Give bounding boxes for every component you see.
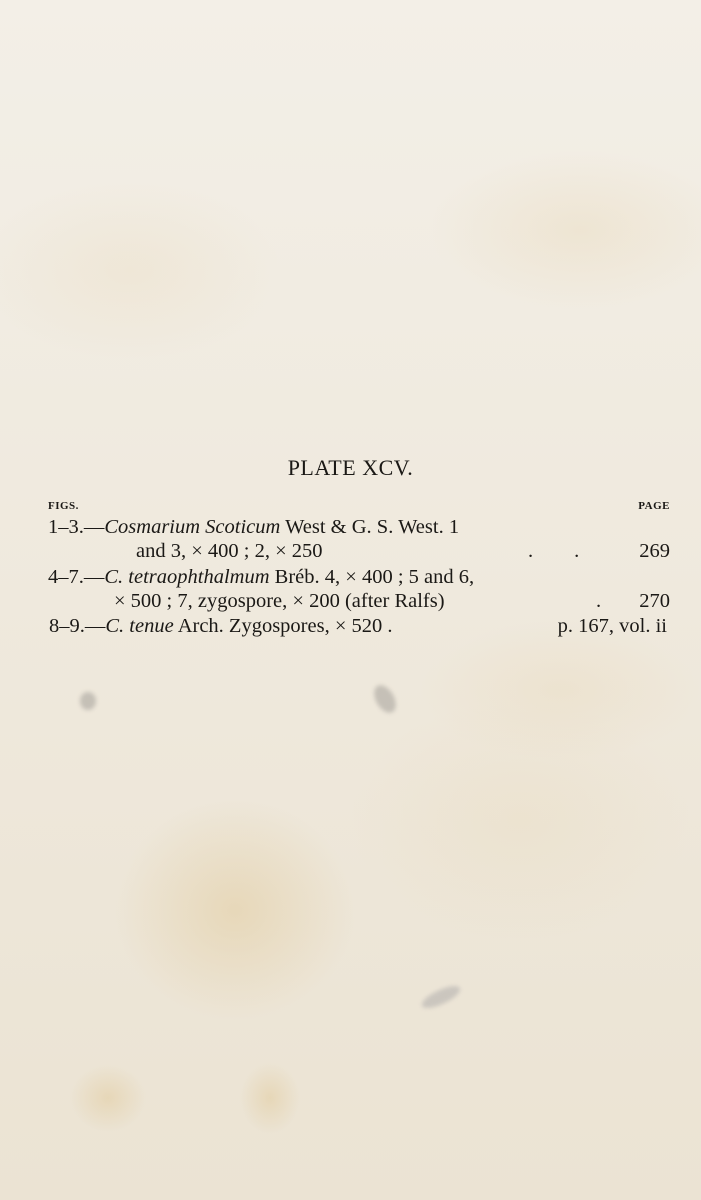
entry-line bbox=[48, 565, 670, 589]
dot-leader: . . bbox=[528, 540, 580, 562]
figure-numbers: 1–3.— bbox=[48, 516, 105, 538]
page-number: p. 167, vol. ii bbox=[557, 615, 667, 637]
figure-numbers: 4–7.— bbox=[48, 566, 105, 588]
entry-description: Arch. Zygospores, × 520 . bbox=[173, 615, 393, 637]
entry-line bbox=[48, 589, 670, 613]
entry-line bbox=[49, 614, 667, 638]
entry-line bbox=[48, 539, 670, 563]
species-name: C. tenue bbox=[105, 615, 174, 637]
ink-smudge bbox=[80, 692, 96, 710]
ink-smudge bbox=[419, 982, 463, 1012]
entry-description: Bréb. 4, × 400 ; 5 and 6, bbox=[269, 566, 475, 588]
entry-description: West & G. S. West. 1 bbox=[280, 516, 460, 538]
figure-numbers: 8–9.— bbox=[49, 615, 106, 637]
figure-entry bbox=[48, 515, 670, 563]
dot-leader: . bbox=[596, 590, 602, 612]
entry-line bbox=[48, 515, 670, 539]
entry-description: and 3, × 400 ; 2, × 250 bbox=[136, 540, 323, 562]
ink-smudge bbox=[370, 682, 401, 717]
figs-column-header: FIGS. bbox=[48, 500, 79, 512]
page-column-header: PAGE bbox=[638, 500, 670, 512]
page-number: 269 bbox=[639, 540, 670, 562]
species-name: Cosmarium Scoticum bbox=[104, 516, 281, 538]
entry-description: × 500 ; 7, zygospore, × 200 (after Ralfs) bbox=[114, 590, 445, 612]
figure-entry bbox=[49, 614, 667, 638]
page-number: 270 bbox=[639, 590, 670, 612]
plate-title: PLATE XCV. bbox=[287, 455, 414, 480]
figure-entry bbox=[48, 565, 670, 613]
species-name: C. tetraophthalmum bbox=[104, 566, 270, 588]
